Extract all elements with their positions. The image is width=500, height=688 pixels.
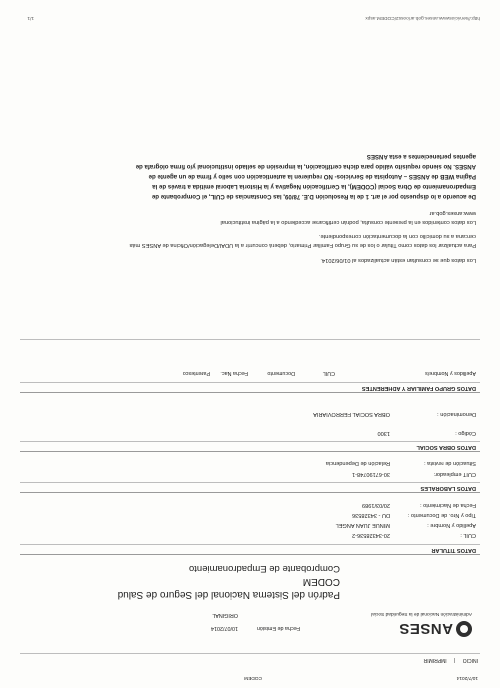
- titular-top-rule: [20, 554, 480, 555]
- anses-logo-text: ANSES: [398, 620, 453, 638]
- denominacion-value: OBRA SOCIAL FERROVIARIA: [313, 411, 390, 417]
- nacimiento-value: 20/03/1989: [362, 502, 390, 508]
- anses-subtitle: Administración Nacional de la Seguridad Social: [371, 611, 472, 616]
- print-date: 10/7/2014: [456, 675, 478, 680]
- laborales-top-rule: [20, 492, 480, 493]
- nav-inicio-link[interactable]: INICIO: [462, 657, 478, 663]
- nav-separator: |: [454, 657, 456, 663]
- print-footer-url: http://servicioswww.anses.gob.ar/ooss2/CODEM.aspx: [365, 15, 480, 20]
- notes-para3-line5: agentes pertenecientes a esta ANSES: [366, 153, 476, 160]
- grupo-col-parentesco: Parentesco: [182, 370, 210, 376]
- emission-date-label: Fecha de Emisión: [256, 625, 300, 631]
- grupo-heading-rule: [20, 382, 480, 383]
- cuit-empleador-value: 30-67190748-1: [352, 471, 390, 477]
- grupo-col-fecha-nac: Fecha Nac.: [220, 370, 248, 376]
- nombre-value: MINUE JUAN ANGEL: [335, 522, 390, 528]
- documento-label: Tipo y Nro. de Documento :: [407, 512, 476, 518]
- codigo-label: Código :: [455, 430, 476, 436]
- situacion-value: Relación de Dependencia: [325, 460, 390, 466]
- denominacion-label: Denominación :: [437, 411, 476, 417]
- grupo-heading: DATOS GRUPO FAMILIAR Y ADHERENTES: [361, 385, 476, 391]
- notes-para1-line1: Para actualizar los datos como Titular o los de su Grupo Familiar Primario, deberá concurrir a la UDAI/Delegación/Oficina de ANSES más: [129, 242, 476, 248]
- anses-logo-mark-icon: [456, 621, 472, 637]
- cuit-empleador-label: CUIT empleador:: [433, 471, 476, 477]
- notes-para3-line3: Página WEB de ANSES – Autopista de Servicios- NO requieren la autenticación con sello y firma de un agente de: [148, 173, 476, 180]
- emission-date-value: 10/07/2014: [211, 625, 238, 631]
- situacion-label: Situación de revista :: [424, 460, 476, 466]
- notes-para3-line1: De acuerdo a lo dispuesto por el art. 1 de la Resolución D.E. 78/09, las Constancias de CUIL, el Comprobante de: [151, 193, 476, 200]
- notes-para1-line2: cercana a su domicilio con la documentación correspondiente.: [318, 233, 476, 239]
- laborales-heading-rule: [20, 482, 480, 483]
- obra-social-heading: DATOS OBRA SOCIAL: [416, 444, 476, 450]
- nav-imprimir-link[interactable]: IMPRIMIR: [423, 657, 447, 663]
- codigo-value: 1300: [377, 430, 390, 436]
- documento-value: DU - 34328536: [352, 512, 390, 518]
- codem-title: CODEM: [302, 576, 340, 587]
- laborales-heading: DATOS LABORALES: [420, 485, 476, 491]
- obra-social-top-rule: [20, 451, 480, 452]
- print-footer-page: 1/1: [27, 15, 34, 20]
- nav-divider: [20, 653, 480, 654]
- nombre-label: Apellido y Nombre :: [427, 522, 476, 528]
- grupo-col-cuil: CUIL: [322, 370, 335, 376]
- grupo-top-rule: [20, 392, 480, 393]
- notes-para2-link[interactable]: www.anses.gob.ar: [429, 210, 476, 216]
- grupo-col-nombre: Apellidos y Nombre/s: [425, 370, 476, 376]
- notes-para2-line1: Los datos contenidos en la presente consulta, podrán certificarse accediendo a la página institucional: [220, 219, 476, 225]
- obra-social-heading-rule: [20, 441, 480, 442]
- main-title: Padrón del Sistema Nacional del Seguro de Salud: [117, 589, 340, 600]
- notes-para3-line4: ANSES. No siendo requisito válido para dicha certificación, la impresión de sellado institucional y/o firma ológrafa de: [135, 163, 476, 170]
- print-title: CODEM: [244, 675, 262, 680]
- anses-logo: [377, 617, 472, 641]
- grupo-bottom-rule: [20, 339, 480, 340]
- grupo-col-documento: Documento: [267, 370, 295, 376]
- cuil-label: CUIL :: [460, 532, 476, 538]
- nacimiento-label: Fecha de Nacimiento :: [420, 502, 476, 508]
- notes-update-date: Los datos que se consultan están actualizados al 01/06/2014.: [320, 257, 476, 263]
- document-copy-type: ORIGINAL: [212, 612, 238, 618]
- nav-bar: [424, 657, 478, 663]
- sub-title: Comprobante de Empadronamiento: [188, 563, 340, 574]
- cuil-value: 20-34328536-2: [352, 532, 390, 538]
- titular-heading-rule: [20, 544, 480, 545]
- titular-heading: DATOS TITULAR: [431, 547, 476, 553]
- notes-para3-line2: Empadronamiento de Obra Social (CODEM), la Certificación Negativa y la Historia Laboral emitida a través de la: [152, 183, 476, 190]
